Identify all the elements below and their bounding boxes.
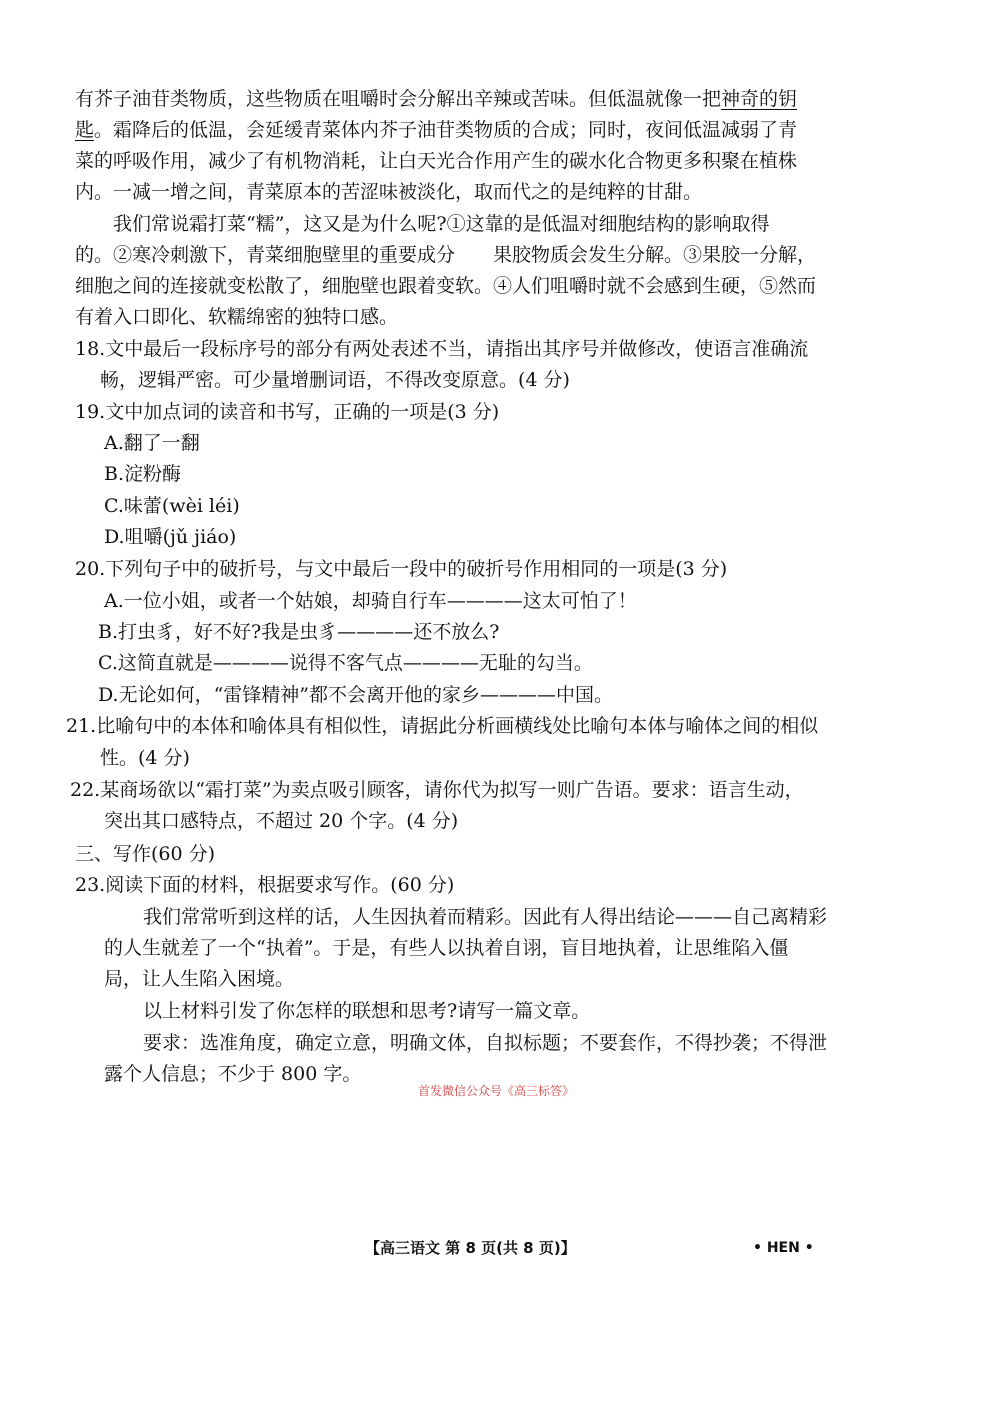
text-segment: 有芥子油苷类物质，这些物质在咀嚼时会分解出辛辣或苦味。但低温就像一把: [75, 88, 722, 110]
passage-line: [75, 84, 797, 114]
option-b: B.淀粉酶: [104, 463, 182, 485]
passage-line: 细胞之间的连接就变松散了，细胞壁也跟着变软。④人们咀嚼时就不会感到生硬，⑤然而: [75, 275, 817, 297]
underlined-phrase: 神奇的钥: [721, 88, 798, 110]
passage-line: 内。一减一增之间，青菜原本的苦涩味被淡化，取而代之的是纯粹的甘甜。: [75, 181, 703, 203]
question-19: 19.文中加点词的读音和书写，正确的一项是(3 分): [75, 401, 500, 423]
option-c: C.味蕾(wèi léi): [104, 495, 240, 517]
passage-line: 的。②寒冷刺激下，青菜细胞壁里的重要成分 果胶物质会发生分解。③果胶一分解，: [75, 244, 817, 266]
passage-line: 有着入口即化、软糯绵密的独特口感。: [75, 306, 399, 328]
section-heading: 三、写作(60 分): [75, 843, 216, 865]
option-d: D.无论如何，“雷锋精神”都不会离开他的家乡————中国。: [98, 684, 614, 706]
option-b: B.打虫豸，好不好?我是虫豸————还不放么?: [98, 621, 500, 643]
material-line: 局，让人生陷入困境。: [104, 968, 295, 990]
option-d: D.咀嚼(jǔ jiáo): [104, 526, 237, 548]
passage-line: 我们常说霜打菜“糯”，这又是为什么呢?①这靠的是低温对细胞结构的影响取得: [113, 213, 770, 235]
footer-code: • HEN •: [753, 1240, 814, 1256]
underlined-phrase: 匙: [75, 119, 95, 141]
requirement-line: 露个人信息；不少于 800 字。: [104, 1063, 362, 1085]
option-c: C.这简直就是————说得不客气点————无耻的勾当。: [98, 652, 593, 674]
question-22-cont: 突出其口感特点，不超过 20 个字。(4 分): [104, 810, 459, 832]
question-21: 21.比喻句中的本体和喻体具有相似性，请据此分析画横线处比喻句本体与喻体之间的相似: [66, 715, 819, 737]
question-23: 23.阅读下面的材料，根据要求写作。(60 分): [75, 874, 455, 896]
material-line: 我们常常听到这样的话，人生因执着而精彩。因此有人得出结论———自己离精彩: [143, 906, 828, 928]
text-segment: 。霜降后的低温，会延缓青菜体内芥子油苷类物质的合成；同时，夜间低温减弱了青: [94, 119, 798, 141]
material-line: 的人生就差了一个“执着”。于是，有些人以执着自诩，盲目地执着，让思维陷入僵: [104, 937, 789, 959]
option-a: A.翻了一翻: [104, 432, 200, 454]
passage-line: [75, 115, 797, 145]
option-a: A.一位小姐，或者一个姑娘，却骑自行车————这太可怕了！: [104, 590, 637, 612]
writing-prompt: 以上材料引发了你怎样的联想和思考?请写一篇文章。: [143, 1000, 591, 1022]
question-18-cont: 畅，逻辑严密。可少量增删词语，不得改变原意。(4 分): [100, 369, 570, 391]
watermark-text: 首发微信公众号《高三标答》: [417, 1084, 574, 1098]
question-20: 20.下列句子中的破折号，与文中最后一段中的破折号作用相同的一项是(3 分): [75, 558, 728, 580]
question-21-cont: 性。(4 分): [100, 747, 190, 769]
requirement-line: 要求：选准角度，确定立意，明确文体，自拟标题；不要套作，不得抄袭；不得泄: [143, 1032, 828, 1054]
question-18: 18.文中最后一段标序号的部分有两处表述不当，请指出其序号并做修改，使语言准确流: [75, 338, 809, 360]
page-footer: 【高三语文 第 8 页(共 8 页)】: [365, 1239, 576, 1257]
question-22: 22.某商场欲以“霜打菜”为卖点吸引顾客，请你代为拟写一则广告语。要求：语言生动，: [70, 779, 804, 801]
passage-line: 菜的呼吸作用，减少了有机物消耗，让白天光合作用产生的碳水化合物更多积聚在植株: [75, 150, 798, 172]
